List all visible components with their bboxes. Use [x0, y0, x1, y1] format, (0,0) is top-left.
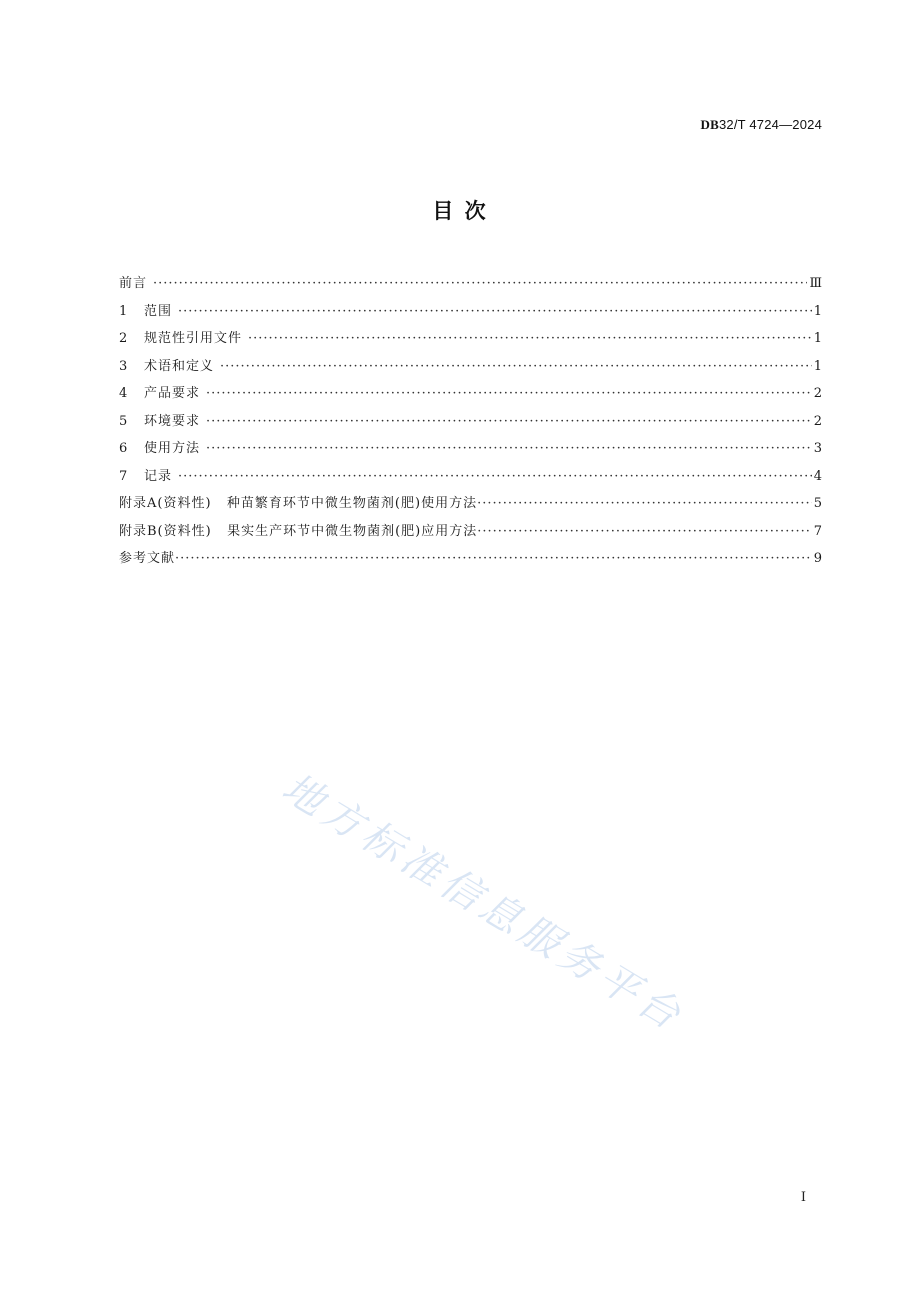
- toc-entry-label: 术语和定义: [144, 358, 215, 374]
- toc-entry-page: 1: [813, 303, 822, 319]
- toc-entry-label: 前言: [119, 276, 148, 291]
- toc-entry-label: 参考文献: [119, 551, 176, 566]
- toc-entry-label: 附录B(资料性) 果实生产环节中微生物菌剂(肥)应用方法: [119, 523, 478, 539]
- toc-entry-page: 1: [813, 358, 822, 374]
- toc-entry-bibliography[interactable]: [119, 545, 822, 573]
- toc-entry-page: Ⅲ: [809, 276, 822, 291]
- toc-entry-label: 产品要求: [144, 386, 201, 401]
- dot-leader: [206, 408, 812, 436]
- watermark-text: 地方标准信息服务平台: [274, 764, 693, 1042]
- toc-entry-appendix-a[interactable]: [119, 490, 822, 518]
- toc-entry-appendix-b[interactable]: [119, 518, 822, 546]
- toc-entry-usage-methods[interactable]: [119, 435, 822, 463]
- dot-leader: [175, 545, 812, 573]
- toc-entry-label: 范围: [144, 303, 173, 319]
- dot-leader: [248, 325, 812, 353]
- toc-entry-number: 6: [119, 441, 128, 456]
- page-number: I: [800, 1190, 806, 1205]
- toc-entry-product-requirements[interactable]: [119, 380, 822, 408]
- dot-leader: [206, 435, 812, 463]
- toc-entry-page: 2: [813, 413, 822, 429]
- dot-leader: [477, 490, 812, 518]
- dot-leader: [206, 380, 812, 408]
- toc-entry-foreword[interactable]: [119, 270, 822, 298]
- standard-prefix: DB: [700, 117, 719, 132]
- toc-entry-label: 记录: [144, 468, 173, 484]
- toc-entry-page: 7: [813, 523, 822, 539]
- toc-entry-terms-definitions[interactable]: [119, 353, 822, 381]
- toc-entry-page: 9: [813, 551, 822, 566]
- toc-entry-records[interactable]: [119, 463, 822, 491]
- dot-leader: [178, 463, 812, 491]
- toc-entry-page: 2: [813, 386, 822, 401]
- toc-entry-page: 5: [813, 496, 822, 511]
- toc-entry-environment-requirements[interactable]: [119, 408, 822, 436]
- dot-leader: [178, 298, 812, 326]
- toc-entry-number: 4: [119, 386, 128, 401]
- toc-entry-label: 环境要求: [144, 413, 201, 429]
- dot-leader: [153, 270, 807, 298]
- toc-entry-page: 1: [813, 331, 822, 346]
- dot-leader: [220, 353, 812, 381]
- toc-entry-normative-references[interactable]: [119, 325, 822, 353]
- toc-entry-scope[interactable]: [119, 298, 822, 326]
- toc-entry-label: 使用方法: [144, 441, 201, 456]
- standard-number: 32/T 4724—2024: [718, 117, 822, 132]
- toc-entry-label: 规范性引用文件: [144, 331, 243, 346]
- standard-code: [701, 117, 823, 133]
- toc-entry-number: 2: [119, 331, 128, 346]
- toc-entry-number: 3: [119, 358, 128, 374]
- toc-entry-page: 4: [813, 468, 822, 484]
- toc-entry-number: 7: [119, 468, 128, 484]
- dot-leader: [477, 518, 811, 546]
- toc-entry-number: 1: [119, 303, 128, 319]
- toc-entry-number: 5: [119, 413, 128, 429]
- toc-entry-label: 附录A(资料性) 种苗繁育环节中微生物菌剂(肥)使用方法: [119, 496, 478, 511]
- table-of-contents: [119, 270, 822, 573]
- toc-entry-page: 3: [813, 441, 822, 456]
- page-title: 目 次: [432, 199, 488, 223]
